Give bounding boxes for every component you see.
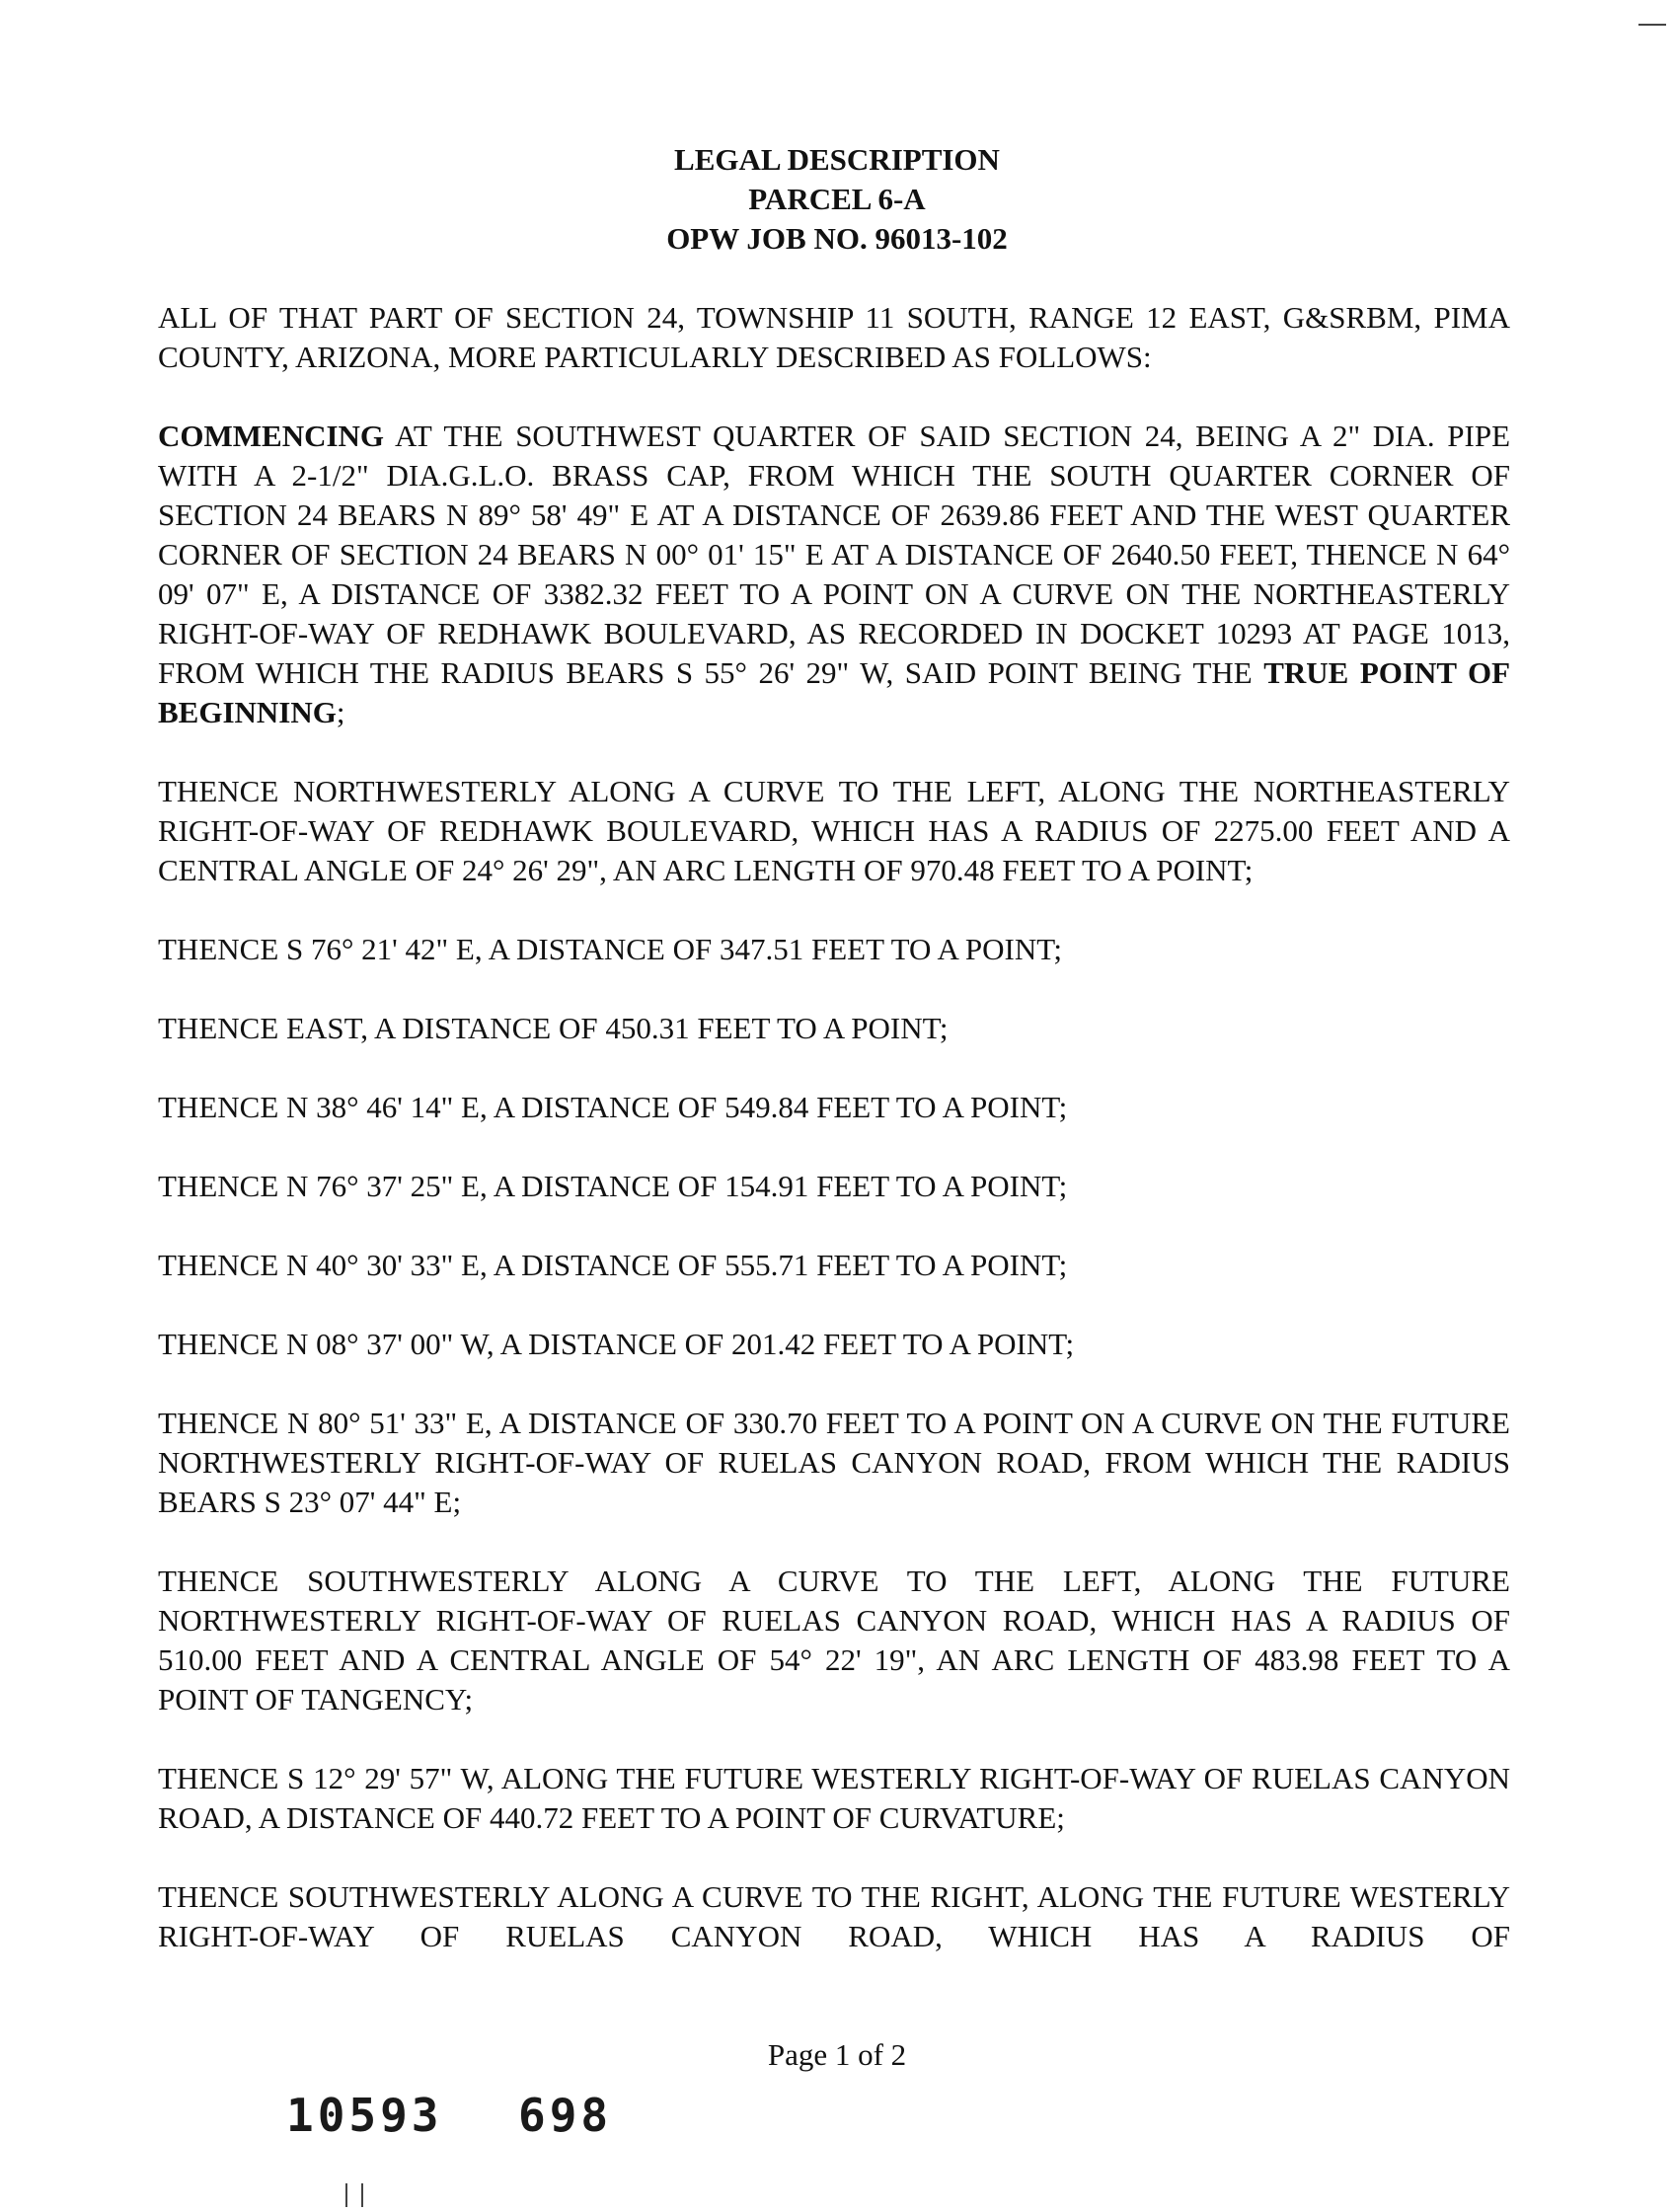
paragraph-course-3: THENCE EAST, A DISTANCE OF 450.31 FEET TO A POINT; — [158, 1011, 949, 1045]
paragraph-course-6: THENCE N 40° 30' 33" E, A DISTANCE OF 555.71 FEET TO A POINT; — [158, 1248, 1068, 1282]
paragraph-course-1: THENCE NORTHWESTERLY ALONG A CURVE TO THE LEFT, ALONG THE NORTHEASTERLY RIGHT-OF-WAY OF REDHAWK BOULEVARD, WHICH HAS A RADIUS OF 2275.00 FEET AND A CENTRAL ANGLE OF 24° 26' 29", AN ARC LENGTH OF 970.48 FEET TO A POINT; — [158, 774, 1510, 887]
commencing-label: COMMENCING — [158, 419, 385, 453]
paragraph-course-8: THENCE N 80° 51' 33" E, A DISTANCE OF 330.70 FEET TO A POINT ON A CURVE ON THE FUTURE NORTHWESTERLY RIGHT-OF-WAY OF RUELAS CANYON ROAD, FROM WHICH THE RADIUS BEARS S 23° 07' 44" E; — [158, 1406, 1510, 1519]
recording-page-stamp: 698 — [518, 2089, 613, 2142]
scan-mark — [1638, 24, 1666, 26]
true-point-of-beginning: TRUE POINT OF BEGINNING — [158, 655, 1510, 729]
recording-book-stamp: 10593 — [286, 2089, 443, 2142]
scan-mark — [345, 2183, 347, 2207]
commencing-text: AT THE SOUTHWEST QUARTER OF SAID SECTION 24, BEING A 2" DIA. PIPE WITH A 2-1/2" DIA.G.L.O. BRASS CAP, FROM WHICH THE SOUTH QUARTER CORNER OF SECTION 24 BEARS N 89° 58' 49" E AT A DISTANCE OF 2639.86 FEET AND THE WEST QUARTER CORNER OF SECTION 24 BEARS N 00° 01' 15" E AT A DISTANCE OF 2640.50 FEET, THENCE N 64° 09' 07" E, A DISTANCE OF 3382.32 FEET TO A POINT ON A CURVE ON THE NORTHEASTERLY RIGHT-OF-WAY OF REDHAWK BOULEVARD, AS RECORDED IN DOCKET 10293 AT PAGE 1013, FROM WHICH THE RADIUS BEARS S 55° 26' 29" W, SAID POINT BEING THE — [158, 419, 1510, 690]
paragraph-course-11: THENCE SOUTHWESTERLY ALONG A CURVE TO THE RIGHT, ALONG THE FUTURE WESTERLY RIGHT-OF-WAY OF RUELAS CANYON ROAD, WHICH HAS A RADIUS OF — [158, 1879, 1510, 1953]
scan-mark — [361, 2183, 363, 2207]
paragraph-course-4: THENCE N 38° 46' 14" E, A DISTANCE OF 549.84 FEET TO A POINT; — [158, 1090, 1068, 1124]
paragraph-course-9: THENCE SOUTHWESTERLY ALONG A CURVE TO THE LEFT, ALONG THE FUTURE NORTHWESTERLY RIGHT-OF-WAY OF RUELAS CANYON ROAD, WHICH HAS A RADIUS OF 510.00 FEET AND A CENTRAL ANGLE OF 54° 22' 19", AN ARC LENGTH OF 483.98 FEET TO A POINT OF TANGENCY; — [158, 1564, 1510, 1716]
paragraph-course-5: THENCE N 76° 37' 25" E, A DISTANCE OF 154.91 FEET TO A POINT; — [158, 1169, 1068, 1203]
header-parcel: PARCEL 6-A — [748, 182, 926, 216]
paragraph-intro: ALL OF THAT PART OF SECTION 24, TOWNSHIP 11 SOUTH, RANGE 12 EAST, G&SRBM, PIMA COUNTY, ARIZONA, MORE PARTICULARLY DESCRIBED AS FOLLOWS: — [158, 300, 1510, 374]
header-title: LEGAL DESCRIPTION — [674, 142, 1000, 177]
legal-description-body — [158, 298, 1510, 1996]
commencing-end: ; — [336, 695, 345, 729]
page-number: Page 1 of 2 — [767, 2037, 907, 2072]
document-header — [0, 140, 1674, 259]
paragraph-course-7: THENCE N 08° 37' 00" W, A DISTANCE OF 201.42 FEET TO A POINT; — [158, 1327, 1075, 1361]
paragraph-course-10: THENCE S 12° 29' 57" W, ALONG THE FUTURE WESTERLY RIGHT-OF-WAY OF RUELAS CANYON ROAD, A DISTANCE OF 440.72 FEET TO A POINT OF CURVATURE; — [158, 1761, 1510, 1835]
paragraph-commencing — [158, 417, 1510, 732]
paragraph-course-2: THENCE S 76° 21' 42" E, A DISTANCE OF 347.51 FEET TO A POINT; — [158, 932, 1063, 966]
header-job-number: OPW JOB NO. 96013-102 — [666, 221, 1008, 256]
